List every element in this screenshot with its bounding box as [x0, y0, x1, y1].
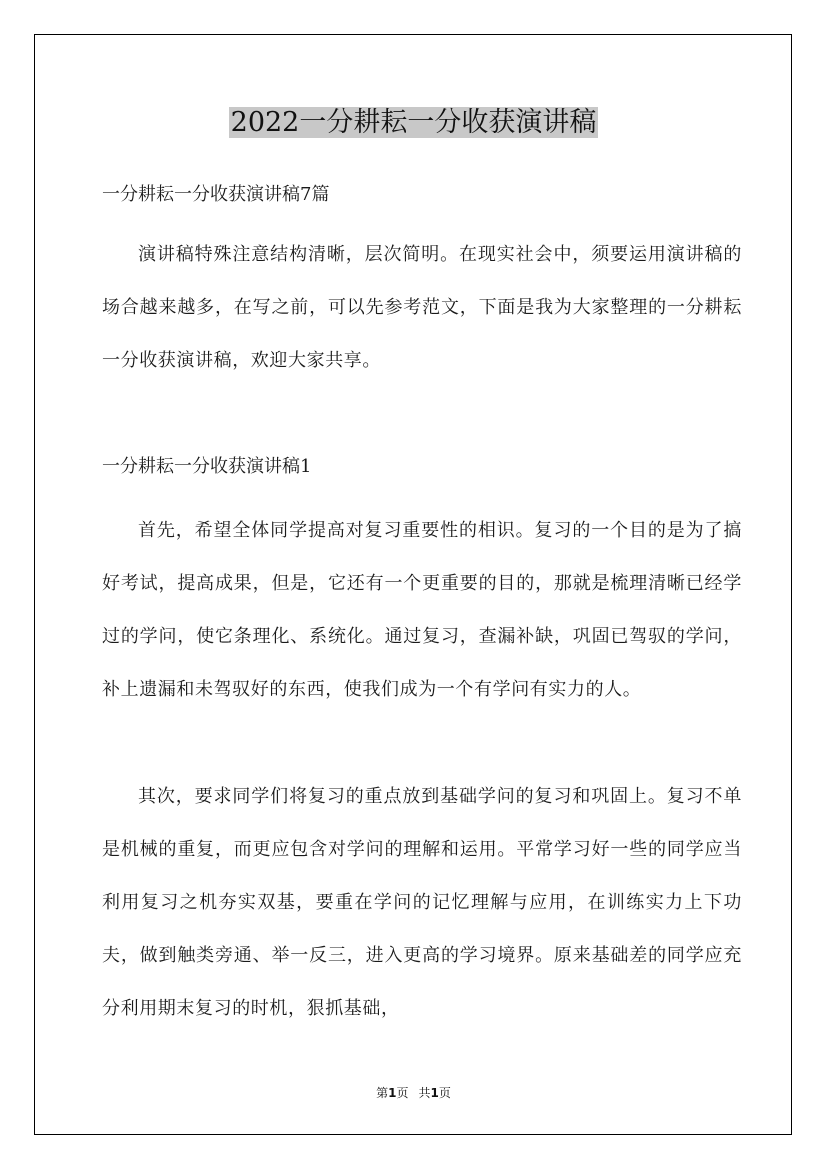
document-title-text: 2022一分耕耘一分收获演讲稿	[230, 107, 597, 138]
body-paragraph-1: 首先，希望全体同学提高对复习重要性的相识。复习的一个目的是为了搞好考试，提高成果，但是，它还有一个更重要的目的，那就是梳理清晰已经学过的学问，使它条理化、系统化。通过复习，查漏补缺，巩固已驾驭的学问，补上遗漏和未驾驭好的东西，使我们成为一个有学问有实力的人。	[102, 520, 742, 700]
section-heading: 一分耕耘一分收获演讲稿1	[102, 456, 312, 477]
footer-page-suffix: 页	[396, 1086, 409, 1100]
footer-page-number: 1	[388, 1086, 397, 1100]
body-paragraph-2: 其次，要求同学们将复习的重点放到基础学问的复习和巩固上。复习不单是机械的重复，而更应包含对学问的理解和运用。平常学习好一些的同学应当利用复习之机夯实双基，要重在学问的记忆理解与应用，在训练实力上下功夫，做到触类旁通、举一反三，进入更高的学习境界。原来基础差的同学应充分利用期末复习的时机，狠抓基础，	[102, 786, 742, 1019]
footer-total-suffix: 页	[438, 1086, 451, 1100]
document-title	[0, 104, 827, 142]
footer-total-prefix: 共	[418, 1086, 431, 1100]
intro-paragraph: 演讲稿特殊注意结构清晰，层次简明。在现实社会中，须要运用演讲稿的场合越来越多，在写之前，可以先参考范文，下面是我为大家整理的一分耕耘一分收获演讲稿，欢迎大家共享。	[102, 244, 742, 371]
footer-total-pages: 1	[430, 1086, 439, 1100]
footer-page-prefix: 第	[376, 1086, 389, 1100]
page-footer	[0, 1084, 827, 1101]
document-subtitle: 一分耕耘一分收获演讲稿7篇	[102, 184, 330, 205]
